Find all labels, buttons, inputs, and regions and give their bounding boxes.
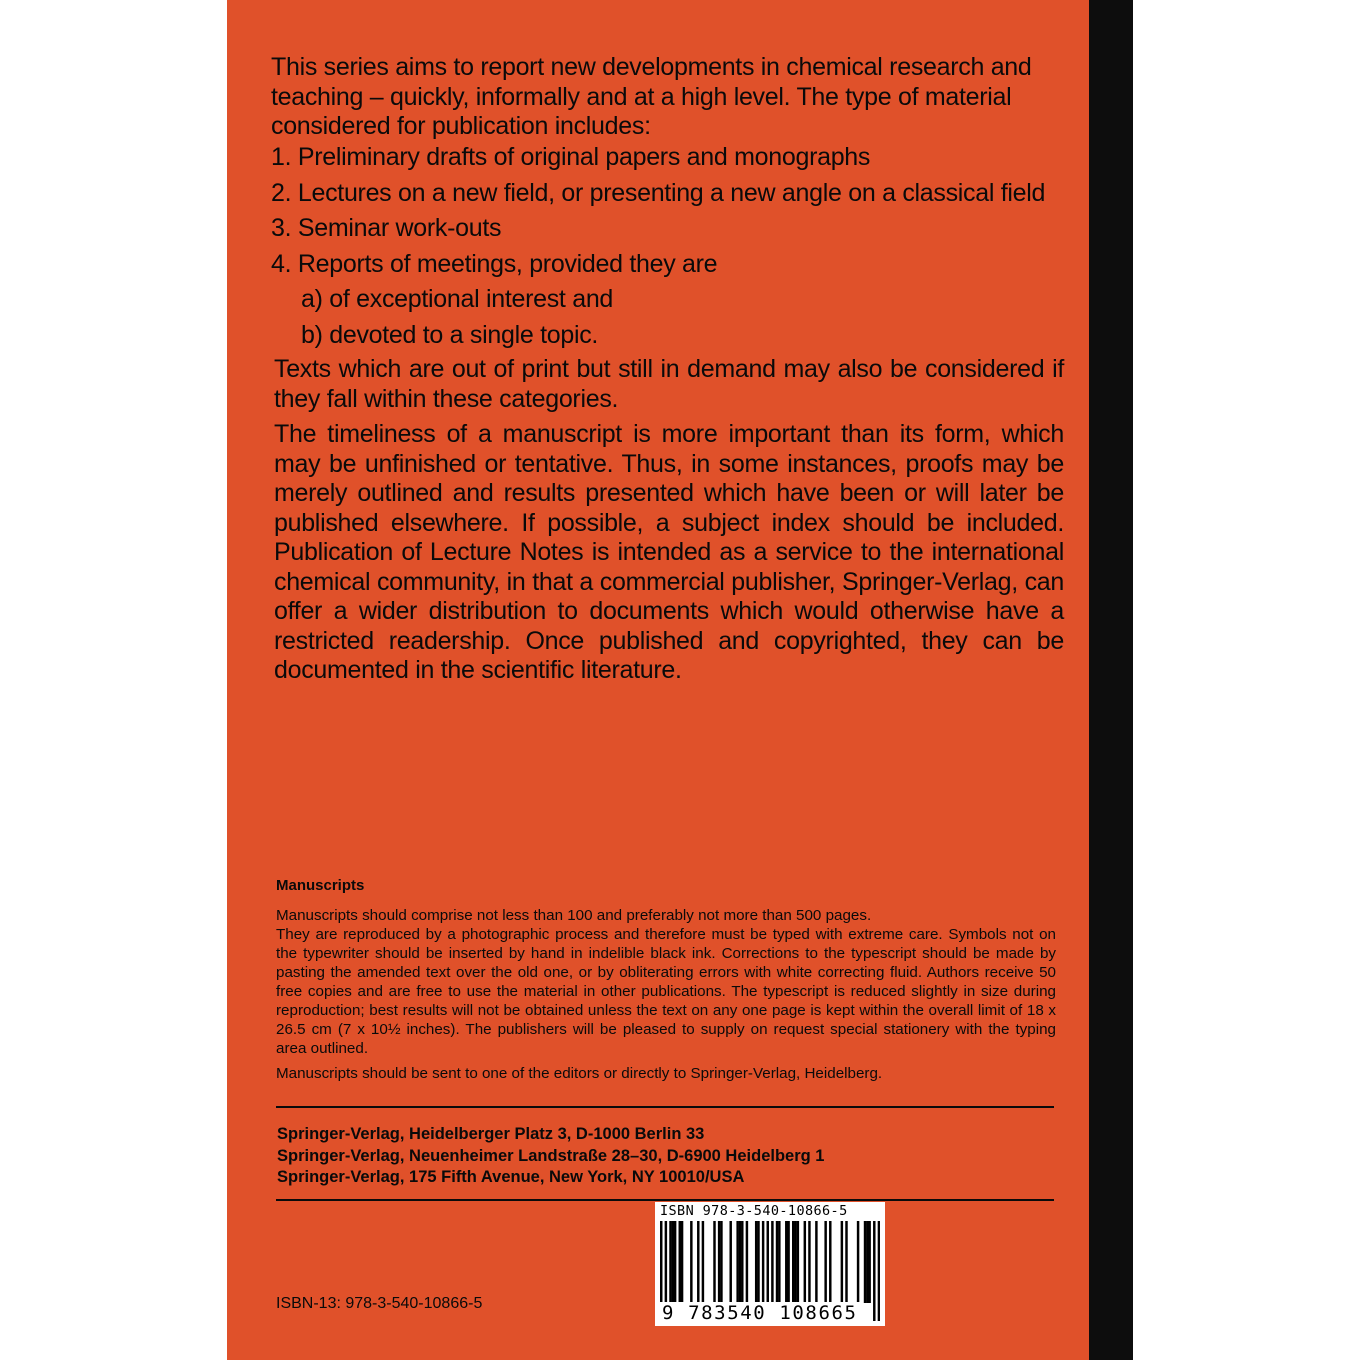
barcode-bar <box>815 1221 817 1303</box>
manuscripts-body <box>276 906 1056 1058</box>
sub-list-item: a) of exceptional interest and <box>301 285 614 313</box>
barcode <box>655 1202 885 1326</box>
list-item: 2. Lectures on a new field, or presenting a new angle on a classical field <box>271 178 1046 207</box>
divider-top <box>276 1106 1054 1108</box>
barcode-bar <box>679 1221 681 1303</box>
barcode-bar <box>804 1221 806 1303</box>
barcode-bar <box>720 1221 722 1303</box>
barcode-bar <box>824 1221 826 1303</box>
barcode-bar <box>739 1221 741 1303</box>
barcode-bar <box>690 1221 692 1303</box>
barcode-bar <box>669 1221 671 1303</box>
barcode-bar <box>868 1221 870 1303</box>
barcode-bar <box>792 1221 794 1303</box>
manuscripts-send-note: Manuscripts should be sent to one of the editors or directly to Springer-Verlag, Heidelberg. <box>276 1065 883 1082</box>
barcode-bar <box>785 1221 787 1303</box>
barcode-bar <box>757 1221 759 1303</box>
divider-bottom <box>276 1199 1054 1201</box>
barcode-bar <box>672 1221 674 1303</box>
barcode-bar <box>878 1221 880 1321</box>
manuscripts-instructions: They are reproduced by a photographic process and therefore must be typed with extreme care. Symbols not on the typewriter should be inserted by hand in indelible black ink. Corrections to the typescript should be made by pasting the amended text over the old one, or by obliterating errors with white correcting fluid. Authors receive 50 free copies and are free to use the material in other publications. The typescript is reduced slightly in size during reproduction; best results will not be obtained unless the text on any one page is kept within the overall limit of 18 x 26.5 cm (7 x 10½ inches). The publishers will be pleased to supply on request special stationery with the typing area outlined. <box>276 926 1056 1057</box>
isbn-13-label: ISBN-13: 978-3-540-10866-5 <box>276 1295 483 1312</box>
sub-list-item: b) devoted to a single topic. <box>301 320 599 349</box>
list-item: 4. Reports of meetings, provided they are <box>271 249 718 278</box>
barcode-bar <box>797 1221 799 1303</box>
manuscripts-length: Manuscripts should comprise not less than 100 and preferably not more than 500 pages. <box>276 907 872 924</box>
barcode-bar <box>845 1221 847 1303</box>
address-heidelberg: Springer-Verlag, Neuenheimer Landstraße 28–30, D-6900 Heidelberg 1 <box>277 1146 825 1165</box>
publisher-addresses <box>277 1124 824 1189</box>
barcode-bar <box>776 1221 778 1303</box>
barcode-bar <box>713 1221 715 1303</box>
barcode-bar <box>729 1221 731 1303</box>
barcode-isbn-label: ISBN 978-3-540-10866-5 <box>660 1203 848 1219</box>
barcode-bar <box>794 1221 796 1303</box>
barcode-bar <box>873 1221 875 1321</box>
address-new-york: Springer-Verlag, 175 Fifth Avenue, New York, NY 10010/USA <box>277 1168 745 1186</box>
list-item: 1. Preliminary drafts of original papers and monographs <box>271 143 871 171</box>
barcode-bar <box>778 1221 780 1303</box>
timeliness-paragraph: The timeliness of a manuscript is more important than its form, which may be unfinished or tentative. Thus, in some instances, proofs may be merely outlined and results presented which have been or will later be published elsewhere. If possible, a subject index should be included. Publication of Lecture Notes is intended as a service to the international chemical community, in that a commercial publisher, Springer-Verlag, can offer a wider distribution to documents which would otherwise have a restricted readership. Once published and copyrighted, they can be documented in the scientific literature. <box>274 420 1064 684</box>
barcode-bar <box>718 1221 720 1303</box>
series-intro: This series aims to report new developments in chemical research and teaching – quickly, informally and at a high level. The type of material considered for publication includes: <box>271 53 1032 140</box>
barcode-bar <box>741 1221 743 1303</box>
barcode-bar <box>697 1221 699 1303</box>
barcode-bar <box>808 1221 810 1303</box>
barcode-bar <box>857 1221 859 1303</box>
barcode-bar <box>674 1221 676 1303</box>
barcode-digits: 9 783540 108665 <box>662 1302 858 1324</box>
barcode-bar <box>681 1221 683 1303</box>
out-of-print-paragraph: Texts which are out of print but still in demand may also be considered if they fall within these categories. <box>274 355 1064 413</box>
barcode-bar <box>762 1221 764 1303</box>
address-berlin: Springer-Verlag, Heidelberger Platz 3, D-1000 Berlin 33 <box>277 1125 705 1143</box>
manuscripts-heading: Manuscripts <box>276 877 365 894</box>
material-list <box>271 143 1061 356</box>
barcode-bar <box>787 1221 789 1303</box>
barcode-bar <box>736 1221 738 1303</box>
book-spine <box>1089 0 1133 1360</box>
barcode-bar <box>755 1221 757 1303</box>
barcode-bar <box>746 1221 748 1303</box>
barcode-bar <box>866 1221 868 1303</box>
barcode-bar <box>829 1221 831 1303</box>
barcode-bar <box>864 1221 866 1303</box>
barcode-bar <box>841 1221 843 1303</box>
list-item: 3. Seminar work-outs <box>271 214 502 242</box>
barcode-bar <box>702 1221 704 1303</box>
